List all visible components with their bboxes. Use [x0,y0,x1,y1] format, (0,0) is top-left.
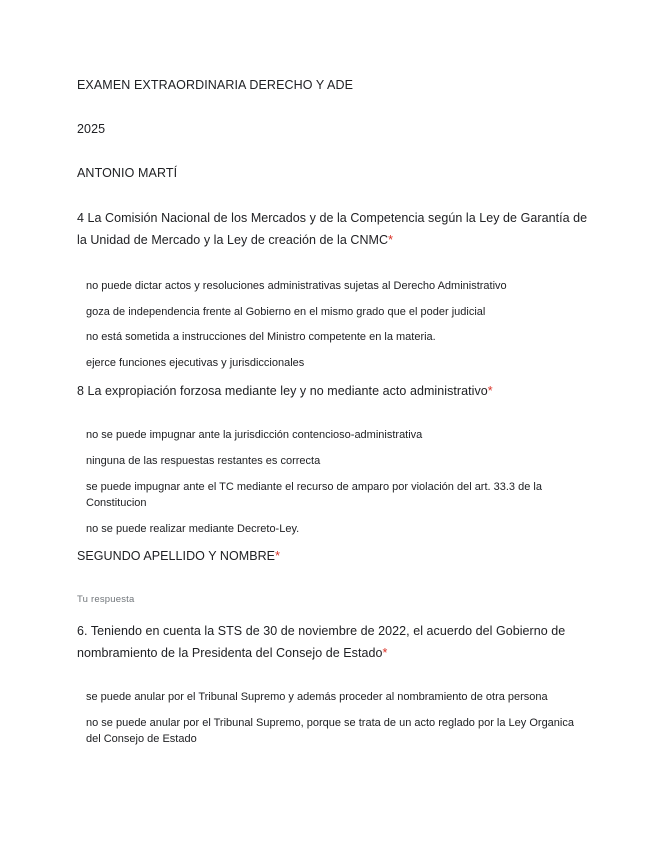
required-asterisk: * [487,384,493,398]
required-asterisk: * [388,233,394,247]
question-6-option[interactable]: se puede anular por el Tribunal Supremo y además proceder al nombramiento de otra persona [86,691,548,703]
question-4-option[interactable]: no puede dictar actos y resoluciones administrativas sujetas al Derecho Administrativo [86,280,507,292]
question-8-option[interactable]: se puede impugnar ante el TC mediante el recurso de amparo por violación del art. 33.3 de la Constitucion [86,481,542,509]
question-4-option[interactable]: ejerce funciones ejecutivas y jurisdiccionales [86,357,305,369]
required-asterisk: * [382,646,388,660]
question-4-text: 4 La Comisión Nacional de los Mercados y de la Competencia según la Ley de Garantía de la Unidad de Mercado y la Ley de creación de la CNMC [77,211,588,247]
form-author: ANTONIO MARTÍ [77,166,178,180]
question-4-option[interactable]: goza de independencia frente al Gobierno en el mismo grado que el poder judicial [86,306,486,318]
form-title: EXAMEN EXTRAORDINARIA DERECHO Y ADE [77,78,354,92]
question-4-title [77,207,597,251]
name-field-text: SEGUNDO APELLIDO Y NOMBRE [77,549,276,563]
question-8-title [77,380,597,402]
question-8-text: 8 La expropiación forzosa mediante ley y no mediante acto administrativo [77,384,488,398]
name-field-label [77,545,597,567]
question-6-text: 6. Teniendo en cuenta la STS de 30 de noviembre de 2022, el acuerdo del Gobierno de nombramiento de la Presidenta del Consejo de Estado [77,624,566,660]
question-4-option[interactable]: no está sometida a instrucciones del Ministro competente en la materia. [86,331,436,343]
question-8-option[interactable]: ninguna de las respuestas restantes es correcta [86,455,321,467]
required-asterisk: * [275,549,280,563]
question-8-option[interactable]: no se puede impugnar ante la jurisdicción contencioso-administrativa [86,429,423,441]
question-8-option[interactable]: no se puede realizar mediante Decreto-Ley. [86,523,300,535]
question-6-title [77,620,597,664]
form-year: 2025 [77,122,106,136]
question-6-option[interactable]: no se puede anular por el Tribunal Supremo, porque se trata de un acto reglado por la Ley Organica del Consejo de Estado [86,717,574,745]
name-answer-input[interactable]: Tu respuesta [77,594,135,605]
